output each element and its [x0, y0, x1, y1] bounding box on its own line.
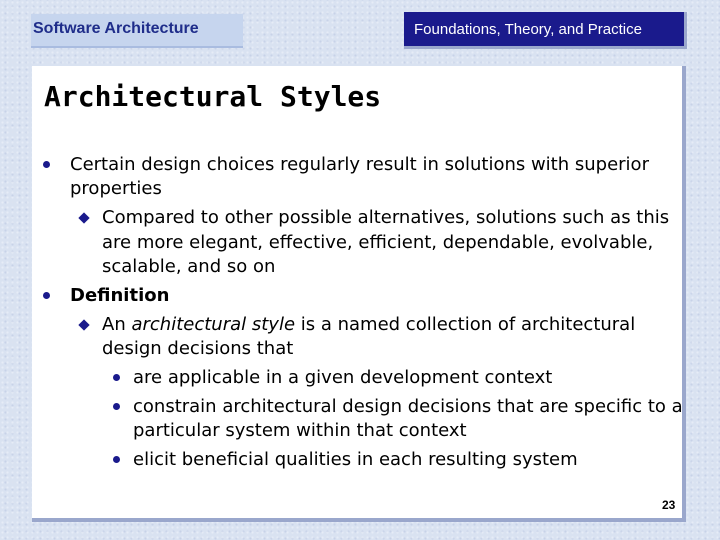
slide-title: Architectural Styles	[44, 80, 382, 113]
definition-item-1: are applicable in a given development context	[133, 367, 553, 388]
bullet-dot-icon	[113, 374, 120, 381]
definition-prefix: An	[102, 314, 126, 335]
bullet1-line1: Certain design choices regularly result in solutions with superior	[70, 154, 649, 175]
sub1-line2: are more elegant, effective, efficient, dependable, evolvable,	[102, 232, 654, 253]
sub1-line3: scalable, and so on	[102, 256, 276, 277]
definition-item-2: constrain architectural design decisions that are specific to a	[133, 396, 683, 417]
bullet-dot-icon	[113, 403, 120, 410]
bullet-dot-icon	[43, 292, 50, 299]
bullet1-line2: properties	[70, 178, 162, 199]
definition-line2: design decisions that	[102, 338, 294, 359]
bullet-dot-icon	[113, 456, 120, 463]
bullet2-label: Definition	[70, 285, 170, 306]
header-right-title: Foundations, Theory, and Practice	[414, 21, 642, 38]
sub1-line1: Compared to other possible alternatives, solutions such as this	[102, 207, 670, 228]
definition-term: architectural style	[131, 314, 296, 335]
page-number: 23	[662, 498, 676, 512]
definition-item-2-cont: particular system within that context	[133, 420, 467, 441]
definition-item-3: elicit beneficial qualities in each resulting system	[133, 449, 578, 470]
definition-rest: is a named collection of architectural	[300, 314, 636, 335]
header-left-title: Software Architecture	[33, 20, 199, 37]
bullet-dot-icon	[43, 161, 50, 168]
definition-line1	[102, 314, 635, 336]
